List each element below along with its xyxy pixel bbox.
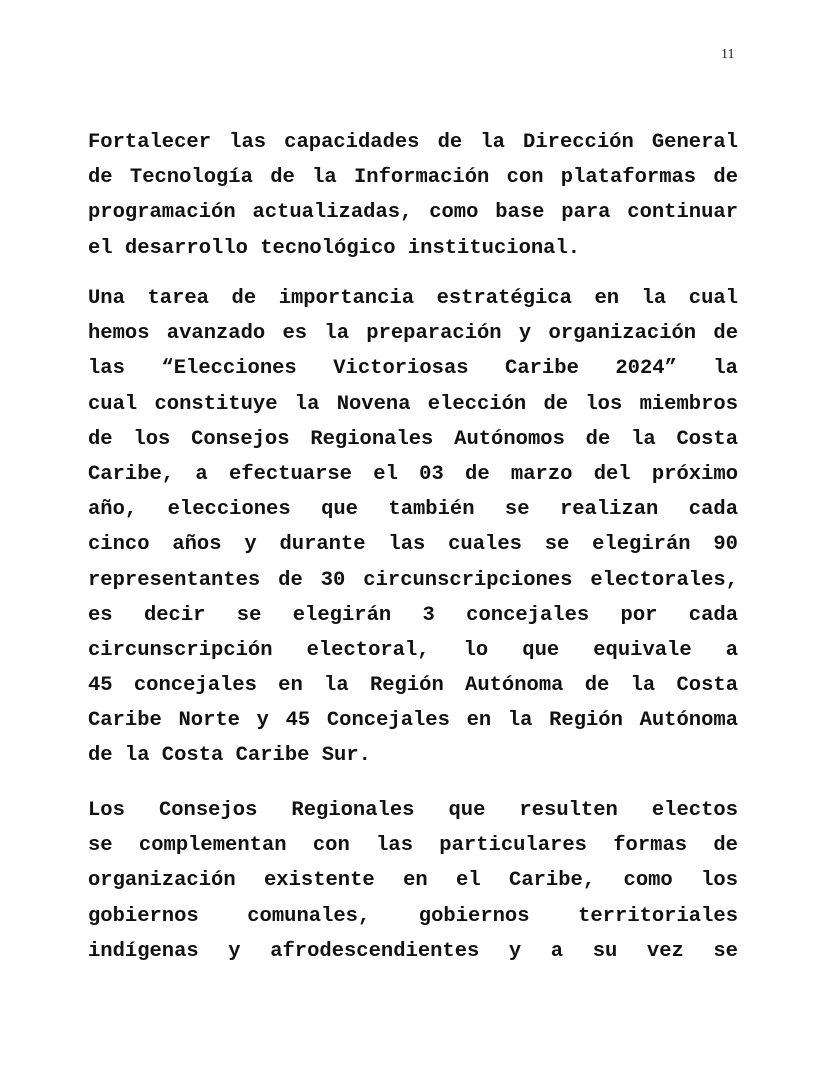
paragraph-line: indígenas y afrodescendientes y a su vez se — [88, 939, 738, 963]
paragraph-line: de los Consejos Regionales Autónomos de la Costa — [88, 427, 738, 451]
paragraph-line: cual constituye la Novena elección de los miembros — [88, 392, 738, 416]
paragraph-line: Los Consejos Regionales que resulten electos — [88, 799, 738, 822]
paragraph-line: programación actualizadas, como base para continuar — [88, 201, 738, 225]
paragraph-elections — [88, 281, 738, 774]
paragraph-line: gobiernos comunales, gobiernos territoriales — [88, 904, 738, 928]
paragraph-line: 45 concejales en la Región Autónoma de la Costa — [88, 674, 738, 698]
paragraph-line: Una tarea de importancia estratégica en la cual — [88, 287, 738, 310]
paragraph-regional-councils — [88, 793, 738, 969]
paragraph-line: año, elecciones que también se realizan cada — [88, 498, 738, 522]
paragraph-technology — [88, 125, 738, 266]
paragraph-line: cinco años y durante las cuales se elegirán 90 — [88, 533, 738, 557]
paragraph-line: Caribe Norte y 45 Concejales en la Región Autónoma — [88, 709, 738, 733]
paragraph-line: de la Costa Caribe Sur. — [88, 744, 371, 768]
paragraph-line: se complementan con las particulares formas de — [88, 834, 738, 858]
paragraph-line: representantes de 30 circunscripciones electorales, — [88, 568, 738, 592]
paragraph-line: el desarrollo tecnológico institucional. — [88, 236, 581, 260]
paragraph-line: organización existente en el Caribe, como los — [88, 869, 738, 893]
paragraph-line: Caribe, a efectuarse el 03 de marzo del próximo — [88, 462, 738, 486]
page-number: 11 — [721, 47, 735, 62]
paragraph-line: las “Elecciones Victoriosas Caribe 2024” la — [88, 357, 738, 381]
paragraph-line: de Tecnología de la Información con plataformas de — [88, 166, 738, 190]
paragraph-line: circunscripción electoral, lo que equivale a — [88, 638, 738, 662]
paragraph-line: hemos avanzado es la preparación y organización de — [88, 322, 738, 346]
paragraph-line: Fortalecer las capacidades de la Dirección General — [88, 131, 738, 154]
paragraph-line: es decir se elegirán 3 concejales por cada — [88, 603, 738, 627]
